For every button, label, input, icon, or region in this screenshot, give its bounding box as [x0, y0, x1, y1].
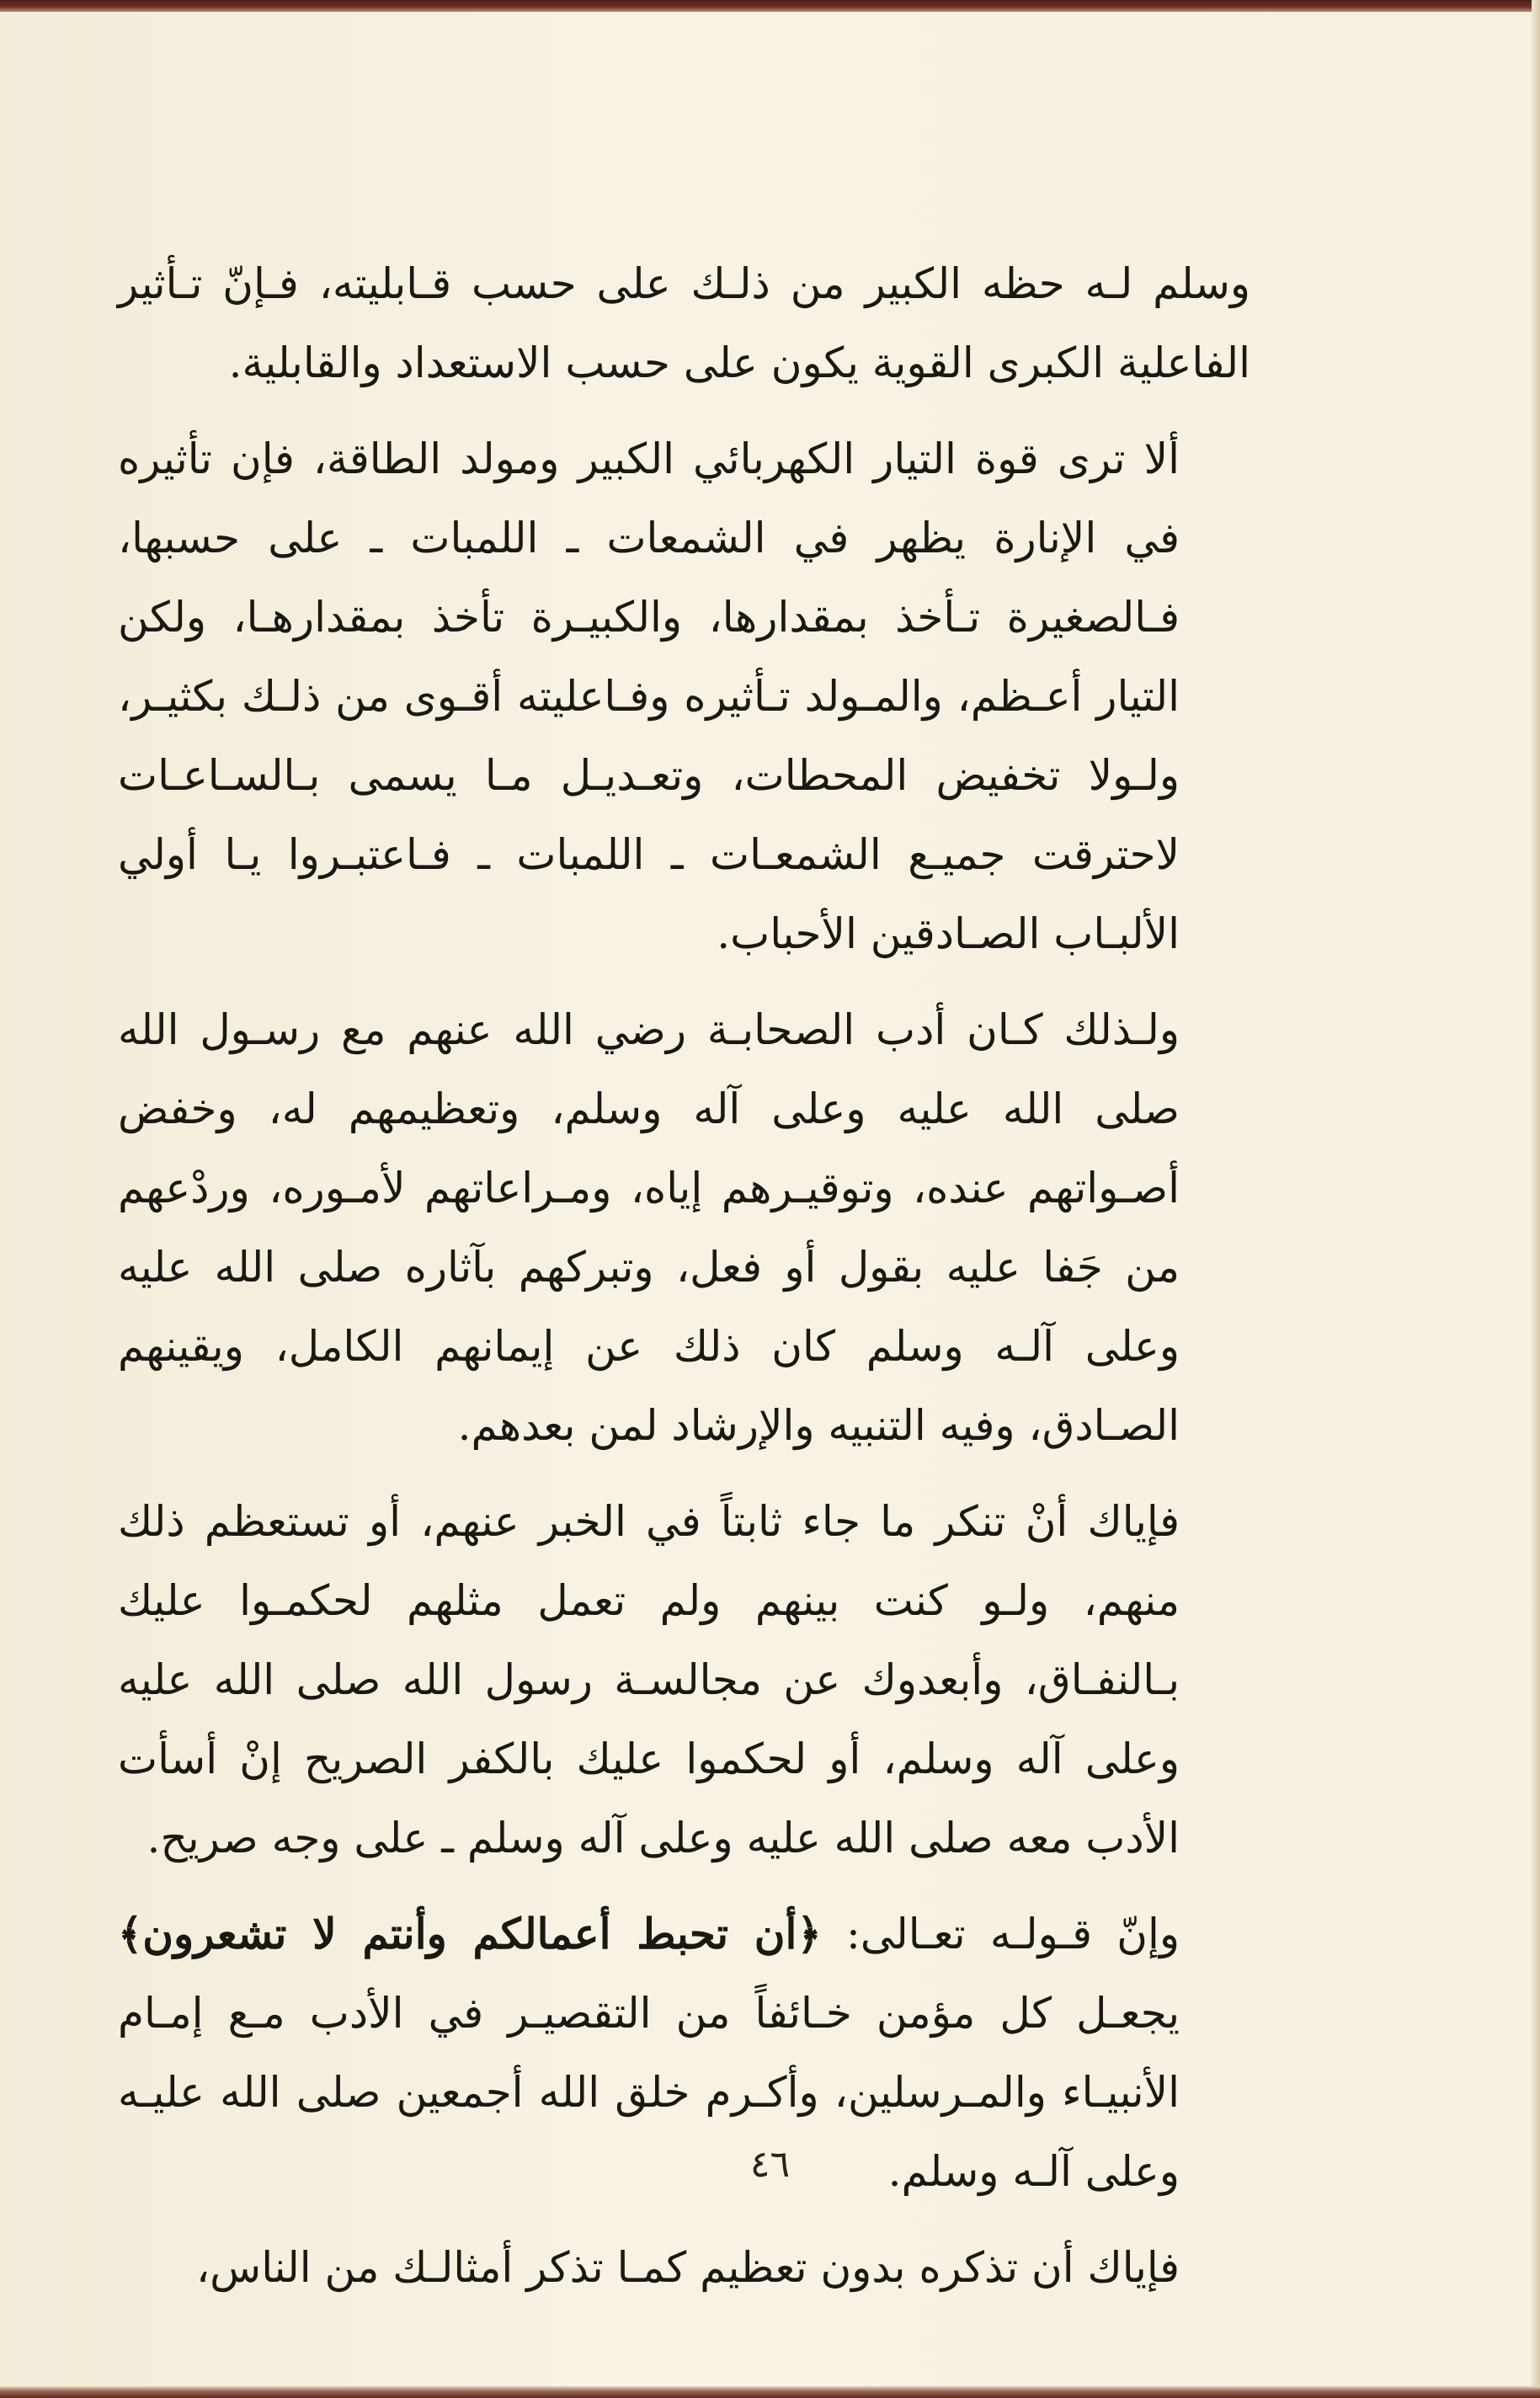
- quran-verse: ﴿أن تحبط أعمالكم وأنتم لا تشعرون﴾: [118, 1909, 822, 1958]
- paragraph-5-body: يجعـل كل مؤمن خـائفاً من التقصيـر في الأدب مـع إمـام الأنبيـاء والمـرسلين، وأكـرم خلق الله أجمعين صلى الله عليـه وعلى آلـه وسلم.: [118, 1989, 1180, 2196]
- paragraph-2: ألا ترى قوة التيار الكهربائي الكبير ومولد الطاقة، فإن تأثيره في الإنارة يظهر في الشمعات ـ اللمبات ـ على حسبها، فـالصغيرة تـأخذ بمقدارها، والكبيـرة تأخذ بمقدارهـا، ولكن التيار أعـظم، والمـولد تـأثيره وفـاعليته أقـوى من ذلـك بكثيـر، ولـولا تخفيض المحطات، وتعـديـل مـا يسمى بـالسـاعـات لاحترقت جميـع الشمعـات ـ اللمبات ـ فـاعتبـروا يـا أولي الألبـاب الصـادقين الأحباب.: [118, 434, 1180, 958]
- paragraph-5-intro: وإنّ قـولـه تعـالى:: [821, 1910, 1180, 1958]
- page-number: ٤٦: [749, 2143, 791, 2186]
- paragraph-3: ولـذلك كـان أدب الصحابـة رضي الله عنهم مع رسـول الله صلى الله عليه وعلى آله وسلم، وتعظيمهم له، وخفض أصـواتهم عنده، وتوقيـرهم إياه، ومـراعاتهم لأمـوره، وردْعهم من جَفا عليه بقول أو فعل، وتبركهم بآثاره صلى الله عليه وعلى آلـه وسلم كان ذلك عن إيمانهم الكامل، ويقينهم الصـادق، وفيه التنبيه والإرشاد لمن بعدهم.: [118, 1005, 1180, 1450]
- page-edge: [1532, 0, 1540, 2398]
- paragraph-1: وسلم لـه حظه الكبير من ذلـك على حسب قـابليته، فـإنّ تـأثير الفاعلية الكبرى القوية يكون على حسب الاستعداد والقابلية.: [118, 259, 1250, 387]
- paragraph-6: فإياك أن تذكره بدون تعظيم كمـا تذكر أمثالـك من الناس،: [196, 2243, 1180, 2292]
- paragraph-4: فإياك أنْ تنكر ما جاء ثابتاً في الخبر عنهم، أو تستعظم ذلك منهم، ولـو كنت بينهم ولم تعمل مثلهم لحكمـوا عليك بـالنفـاق، وأبعدوك عن مجالسـة رسول الله صلى الله عليه وعلى آله وسلم، أو لحكموا عليك بالكفر الصريح إنْ أسأت الأدب معه صلى الله عليه وعلى آله وسلم ـ على وجه صريح.: [118, 1497, 1180, 1862]
- bottom-cover-edge: [0, 2386, 1540, 2398]
- page-text: [118, 244, 1250, 2307]
- top-cover-edge: [0, 0, 1540, 12]
